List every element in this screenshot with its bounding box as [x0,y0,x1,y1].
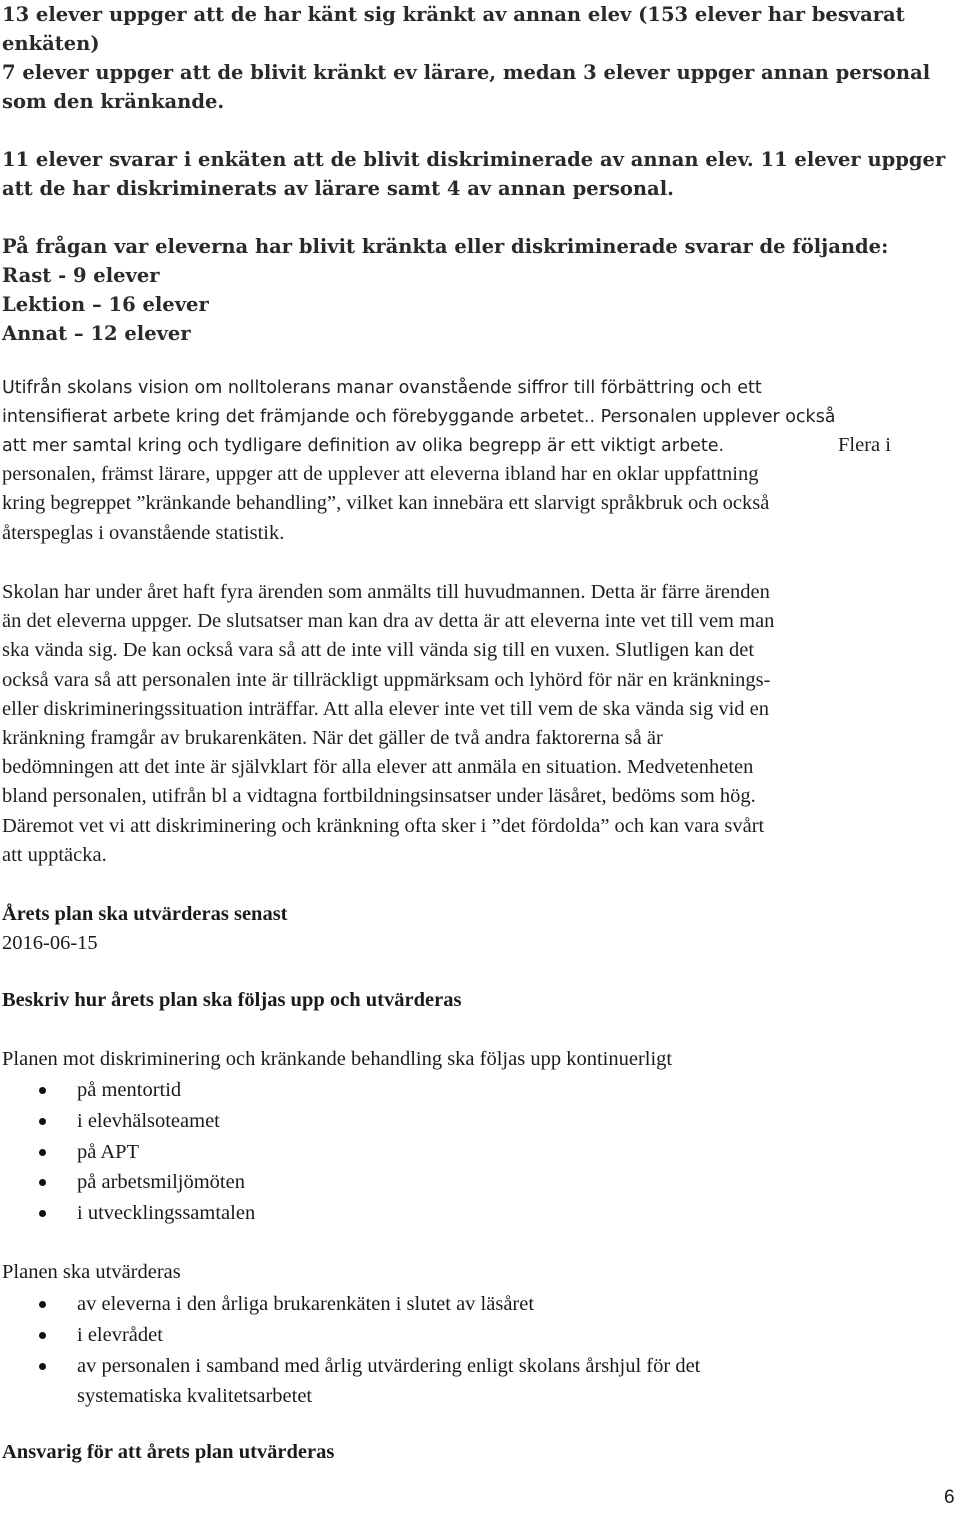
staff-line: personalen, främst lärare, uppger att de upplever att eleverna ibland har en oklar uppfattning [2,463,759,486]
evaluate-list [0,1289,700,1412]
followup-heading: Beskriv hur årets plan ska följas upp och utvärderas [2,989,462,1011]
bullet-icon [39,1118,46,1125]
evaluate-intro: Planen ska utvärderas [2,1261,181,1283]
cases-line: eller diskrimineringssituation inträffar. Att alla elever inte vet till vem de ska vända sig vid en [2,697,770,720]
bullet-icon [39,1149,46,1156]
cases-line: Däremot vet vi att diskriminering och kränkning ofta sker i ”det fördolda” och kan vara svårt [2,814,765,837]
bullet-icon [39,1210,46,1217]
bullet-icon [39,1179,46,1186]
list-item: av personalen i samband med årlig utvärdering enligt skolans årshjul för det systematiska kvalitetsarbetet [0,1351,700,1413]
bullet-icon [39,1301,46,1308]
survey-line: enkäten) [2,32,100,55]
evaluation-date: 2016-06-15 [2,932,98,954]
survey-line: att de har diskriminerats av lärare samt 4 av annan personal. [2,177,674,200]
list-item: i elevrådet [0,1320,700,1351]
staff-line: återspeglas i ovanstående statistik. [2,521,285,544]
survey-line: Annat – 12 elever [2,322,191,345]
followup-intro: Planen mot diskriminering och kränkande behandling ska följas upp kontinuerligt [2,1048,673,1070]
bullet-icon [39,1087,46,1094]
survey-line: 13 elever uppger att de har känt sig kränkt av annan elev (153 elever har besvarat [2,3,905,26]
list-item: i elevhälsoteamet [0,1106,255,1137]
staff-line: kring begreppet ”kränkande behandling”, vilket kan innebära ett slarvigt språkbruk och också [2,492,770,515]
bullet-icon [39,1363,46,1370]
list-item: i utvecklingssamtalen [0,1198,255,1229]
bullet-icon [39,1332,46,1339]
page-number: 6 [944,1487,955,1508]
list-item: på mentortid [0,1075,255,1106]
list-item: på arbetsmiljömöten [0,1167,255,1198]
survey-line: Rast - 9 elever [2,264,160,287]
survey-line: Lektion – 16 elever [2,293,209,316]
survey-line: som den kränkande. [2,90,225,113]
survey-line [2,203,945,232]
cases-line: än det eleverna uppger. De slutsatser man kan dra av detta är att eleverna inte vet till vem man [2,610,775,633]
cases-line: att upptäcka. [2,843,107,866]
vision-line: intensifierat arbete kring det främjande och förebyggande arbetet.. Personalen upplever också [2,407,836,427]
cases-line: kränkning framgår av brukarenkäten. När det gäller de två andra faktorerna så är [2,727,663,750]
followup-list [0,1075,255,1229]
vision-line: att mer samtal kring och tydligare definition av olika begrepp är ett viktigt arbete. [2,436,725,456]
cases-line: bedömningen att det inte är självklart för alla elever att anmäla en situation. Medvetenheten [2,756,754,779]
cases-line: ska vända sig. De kan också vara så att de inte vill vända sig till en vuxen. Slutligen kan det [2,639,755,662]
survey-line: 7 elever uppger att de blivit kränkt ev lärare, medan 3 elever uppger annan personal [2,61,931,84]
survey-line [2,116,945,145]
survey-results [2,0,945,348]
list-item: av eleverna i den årliga brukarenkäten i slutet av läsåret [0,1289,700,1320]
survey-line: På frågan var eleverna har blivit kränkta eller diskriminerade svarar de följande: [2,235,889,258]
cases-line: också vara så att personalen inte är tillräckligt uppmärksam och lyhörd för när en kränknings- [2,668,771,691]
cases-line: Skolan har under året haft fyra ärenden som anmälts till huvudmannen. Detta är färre ärenden [2,581,770,603]
vision-line: Utifrån skolans vision om nolltolerans manar ovanstående siffror till förbättring och ett [2,378,762,398]
list-item: på APT [0,1137,255,1168]
cases-line: bland personalen, utifrån bl a vidtagna fortbildningsinsatser under läsåret, bedöms som hög. [2,785,756,808]
staff-line: Flera i [838,434,891,456]
survey-line: 11 elever svarar i enkäten att de blivit diskriminerade av annan elev. 11 elever uppger [2,148,946,171]
evaluation-heading: Årets plan ska utvärderas senast [2,903,288,925]
staff-paragraph [2,431,891,548]
responsible-heading: Ansvarig för att årets plan utvärderas [2,1441,335,1463]
cases-paragraph [2,578,774,870]
